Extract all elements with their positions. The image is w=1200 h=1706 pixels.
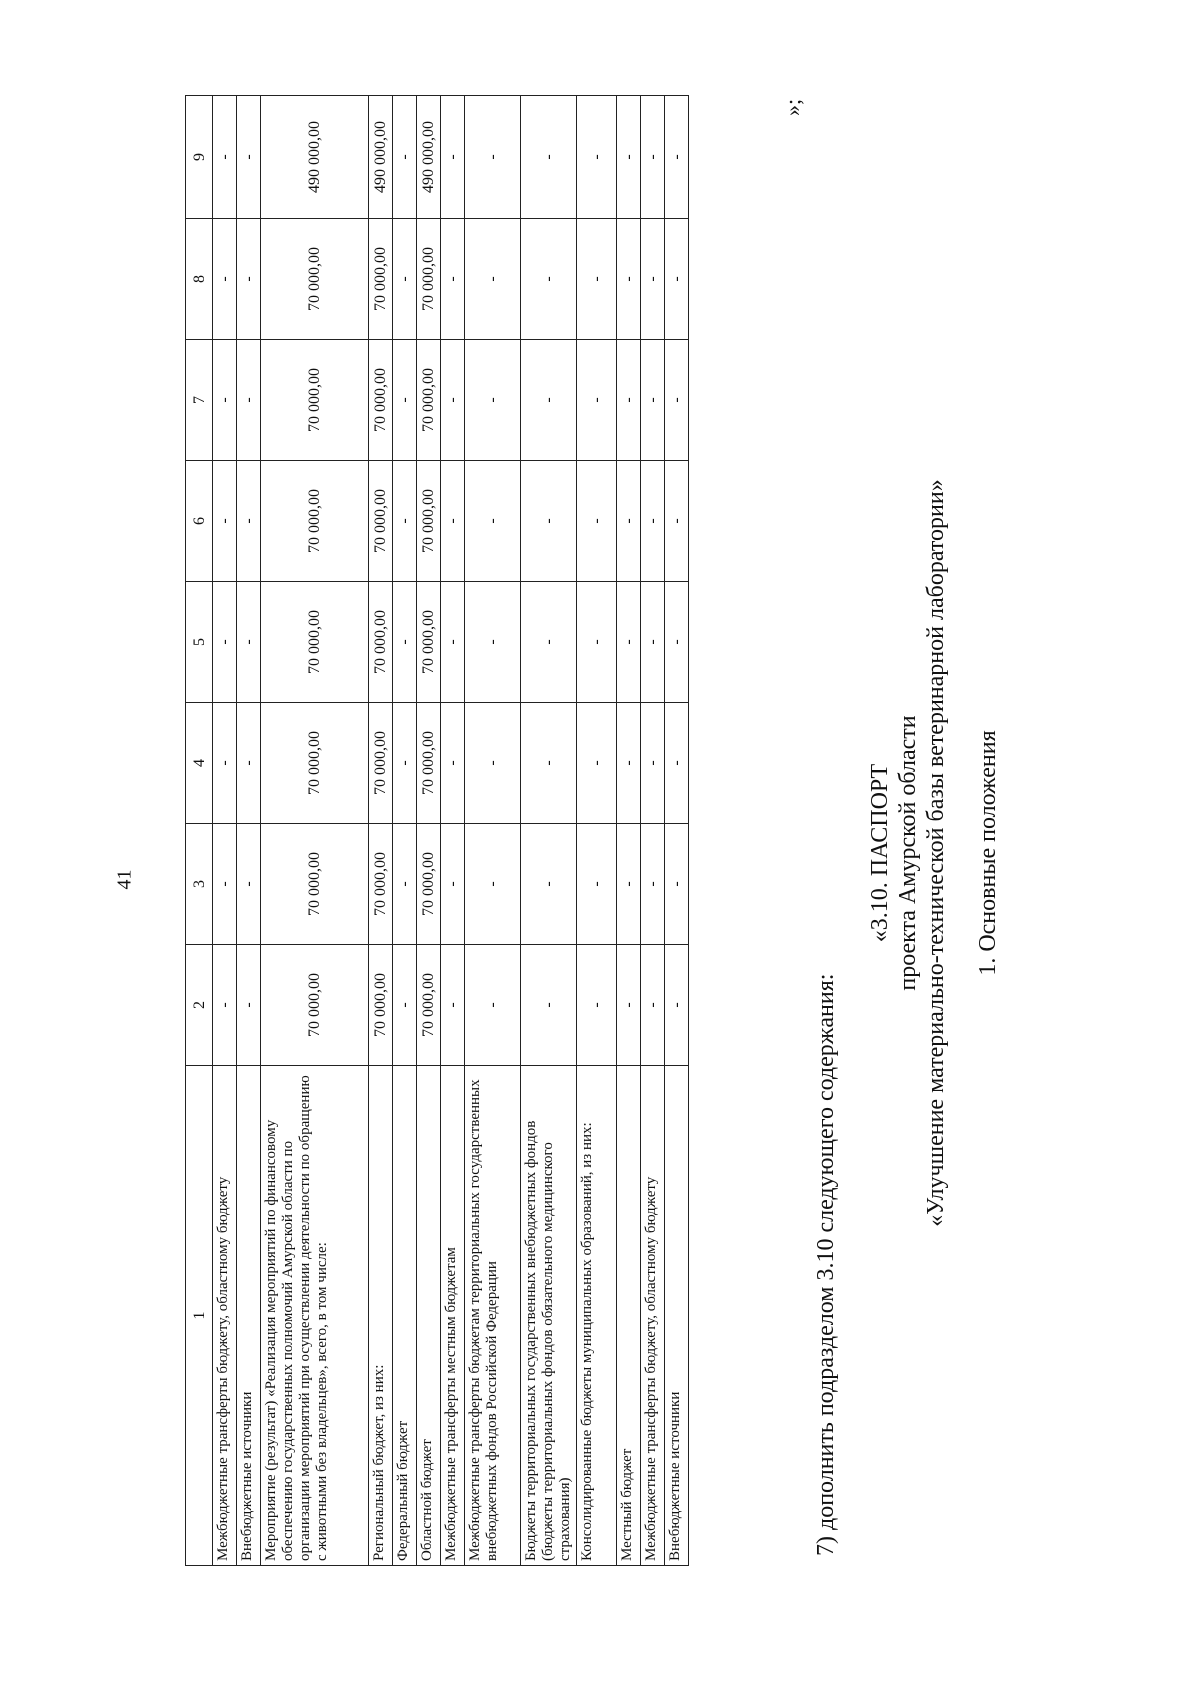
- cell-value: -: [521, 945, 577, 1066]
- table-row: [261, 96, 369, 1566]
- cell-value: -: [393, 824, 417, 945]
- table-row: [521, 96, 577, 1566]
- cell-value: 70 000,00: [417, 582, 441, 703]
- cell-value: -: [577, 582, 617, 703]
- cell-value: -: [213, 945, 237, 1066]
- table-row: [369, 96, 393, 1566]
- cell-value: 70 000,00: [417, 703, 441, 824]
- cell-value: 70 000,00: [261, 703, 369, 824]
- cell-value: -: [617, 824, 641, 945]
- cell-value: 70 000,00: [417, 219, 441, 340]
- column-header: 7: [186, 340, 213, 461]
- cell-value: -: [641, 461, 665, 582]
- page-number: 41: [113, 869, 136, 890]
- cell-value: 70 000,00: [417, 340, 441, 461]
- cell-value: 70 000,00: [417, 945, 441, 1066]
- cell-value: -: [577, 219, 617, 340]
- cell-value: -: [617, 582, 641, 703]
- table-row: [417, 96, 441, 1566]
- cell-value: -: [441, 461, 465, 582]
- cell-value: -: [521, 582, 577, 703]
- table-row: [393, 96, 417, 1566]
- cell-value: -: [641, 582, 665, 703]
- cell-value: -: [213, 461, 237, 582]
- cell-value: -: [465, 945, 521, 1066]
- cell-value: -: [577, 824, 617, 945]
- table-body: [213, 96, 689, 1566]
- cell-value: -: [441, 824, 465, 945]
- cell-value: 490 000,00: [369, 96, 393, 219]
- cell-value: -: [577, 340, 617, 461]
- cell-value: 70 000,00: [369, 219, 393, 340]
- cell-value: 490 000,00: [417, 96, 441, 219]
- cell-value: 70 000,00: [261, 340, 369, 461]
- table-row: [577, 96, 617, 1566]
- cell-value: -: [665, 582, 689, 703]
- cell-value: -: [617, 340, 641, 461]
- cell-value: -: [665, 461, 689, 582]
- cell-value: -: [441, 945, 465, 1066]
- column-header: 8: [186, 219, 213, 340]
- cell-value: -: [641, 703, 665, 824]
- cell-value: 70 000,00: [369, 582, 393, 703]
- cell-value: -: [521, 96, 577, 219]
- closing-quote: »;: [780, 98, 805, 116]
- passport-project: проекта Амурской области: [895, 715, 921, 991]
- section-heading: 1. Основные положения: [975, 730, 1001, 976]
- cell-value: -: [521, 219, 577, 340]
- cell-value: -: [521, 340, 577, 461]
- row-label: Местный бюджет: [617, 1066, 641, 1566]
- table-row: [465, 96, 521, 1566]
- cell-value: -: [665, 824, 689, 945]
- cell-value: 70 000,00: [261, 219, 369, 340]
- passport-project-name: «Улучшение материально-технической базы ветеринарной лаборатории»: [923, 479, 949, 1227]
- cell-value: -: [665, 219, 689, 340]
- row-label: Межбюджетные трансферты бюджету, областному бюджету: [641, 1066, 665, 1566]
- cell-value: -: [665, 703, 689, 824]
- cell-value: -: [441, 96, 465, 219]
- cell-value: -: [465, 219, 521, 340]
- cell-value: -: [577, 703, 617, 824]
- column-header: 9: [186, 96, 213, 219]
- cell-value: 490 000,00: [261, 96, 369, 219]
- cell-value: -: [213, 703, 237, 824]
- cell-value: -: [665, 340, 689, 461]
- cell-value: -: [393, 340, 417, 461]
- cell-value: -: [665, 945, 689, 1066]
- table-row: [237, 96, 261, 1566]
- cell-value: -: [465, 582, 521, 703]
- table-row: [665, 96, 689, 1566]
- column-header: 3: [186, 824, 213, 945]
- table-row: [213, 96, 237, 1566]
- table-row: [441, 96, 465, 1566]
- row-label: Региональный бюджет, из них:: [369, 1066, 393, 1566]
- cell-value: -: [213, 824, 237, 945]
- cell-value: -: [393, 96, 417, 219]
- cell-value: -: [393, 945, 417, 1066]
- cell-value: -: [641, 219, 665, 340]
- cell-value: -: [441, 582, 465, 703]
- cell-value: -: [465, 340, 521, 461]
- cell-value: -: [617, 461, 641, 582]
- cell-value: -: [641, 96, 665, 219]
- cell-value: -: [393, 461, 417, 582]
- cell-value: 70 000,00: [261, 945, 369, 1066]
- cell-value: -: [617, 96, 641, 219]
- cell-value: -: [393, 219, 417, 340]
- cell-value: -: [577, 461, 617, 582]
- cell-value: 70 000,00: [369, 340, 393, 461]
- table-row: [617, 96, 641, 1566]
- cell-value: 70 000,00: [369, 824, 393, 945]
- column-header: 6: [186, 461, 213, 582]
- cell-value: -: [665, 96, 689, 219]
- cell-value: -: [393, 582, 417, 703]
- cell-value: 70 000,00: [261, 582, 369, 703]
- cell-value: -: [237, 824, 261, 945]
- cell-value: -: [237, 219, 261, 340]
- passport-title: «3.10. ПАСПОРТ: [867, 763, 893, 943]
- row-label: Федеральный бюджет: [393, 1066, 417, 1566]
- cell-value: -: [237, 96, 261, 219]
- row-label: Внебюджетные источники: [665, 1066, 689, 1566]
- column-header: 4: [186, 703, 213, 824]
- cell-value: 70 000,00: [261, 824, 369, 945]
- cell-value: -: [441, 340, 465, 461]
- cell-value: -: [237, 582, 261, 703]
- row-label: Мероприятие (результат) «Реализация мероприятий по финансовому обеспечению государственных полномочий Амурской области по организации мероприятий при осуществлении деятельности по обращению с животными без владельцев», всего, в том числе:: [261, 1066, 369, 1566]
- cell-value: -: [213, 340, 237, 461]
- cell-value: -: [213, 582, 237, 703]
- cell-value: -: [441, 703, 465, 824]
- cell-value: -: [521, 461, 577, 582]
- row-label: Межбюджетные трансферты бюджетам территориальных государственных внебюджетных фондов Российской Федерации: [465, 1066, 521, 1566]
- table-row: [641, 96, 665, 1566]
- cell-value: -: [641, 340, 665, 461]
- cell-value: -: [521, 824, 577, 945]
- cell-value: 70 000,00: [369, 945, 393, 1066]
- column-header: 2: [186, 945, 213, 1066]
- cell-value: -: [521, 703, 577, 824]
- cell-value: -: [641, 945, 665, 1066]
- cell-value: -: [641, 824, 665, 945]
- budget-table: [185, 95, 689, 1566]
- cell-value: -: [577, 96, 617, 219]
- cell-value: -: [237, 945, 261, 1066]
- cell-value: -: [237, 340, 261, 461]
- cell-value: 70 000,00: [369, 461, 393, 582]
- cell-value: -: [213, 96, 237, 219]
- cell-value: -: [465, 461, 521, 582]
- cell-value: -: [577, 945, 617, 1066]
- row-label: Консолидированные бюджеты муниципальных образований, из них:: [577, 1066, 617, 1566]
- cell-value: -: [617, 703, 641, 824]
- cell-value: -: [237, 461, 261, 582]
- cell-value: -: [213, 219, 237, 340]
- amendment-text: 7) дополнить подразделом 3.10 следующего содержания:: [813, 973, 839, 1556]
- row-label: Областной бюджет: [417, 1066, 441, 1566]
- row-label: Внебюджетные источники: [237, 1066, 261, 1566]
- cell-value: -: [465, 703, 521, 824]
- row-label: Межбюджетные трансферты местным бюджетам: [441, 1066, 465, 1566]
- row-label: Бюджеты территориальных государственных внебюджетных фондов (бюджеты территориальных фондов обязательного медицинского страхования): [521, 1066, 577, 1566]
- cell-value: -: [441, 219, 465, 340]
- column-header: 1: [186, 1066, 213, 1566]
- cell-value: 70 000,00: [369, 703, 393, 824]
- cell-value: -: [393, 703, 417, 824]
- cell-value: 70 000,00: [261, 461, 369, 582]
- cell-value: 70 000,00: [417, 824, 441, 945]
- cell-value: -: [465, 824, 521, 945]
- cell-value: -: [617, 219, 641, 340]
- row-label: Межбюджетные трансферты бюджету, областному бюджету: [213, 1066, 237, 1566]
- cell-value: 70 000,00: [417, 461, 441, 582]
- cell-value: -: [465, 96, 521, 219]
- column-header: 5: [186, 582, 213, 703]
- cell-value: -: [237, 703, 261, 824]
- table-header-row: [186, 96, 213, 1566]
- cell-value: -: [617, 945, 641, 1066]
